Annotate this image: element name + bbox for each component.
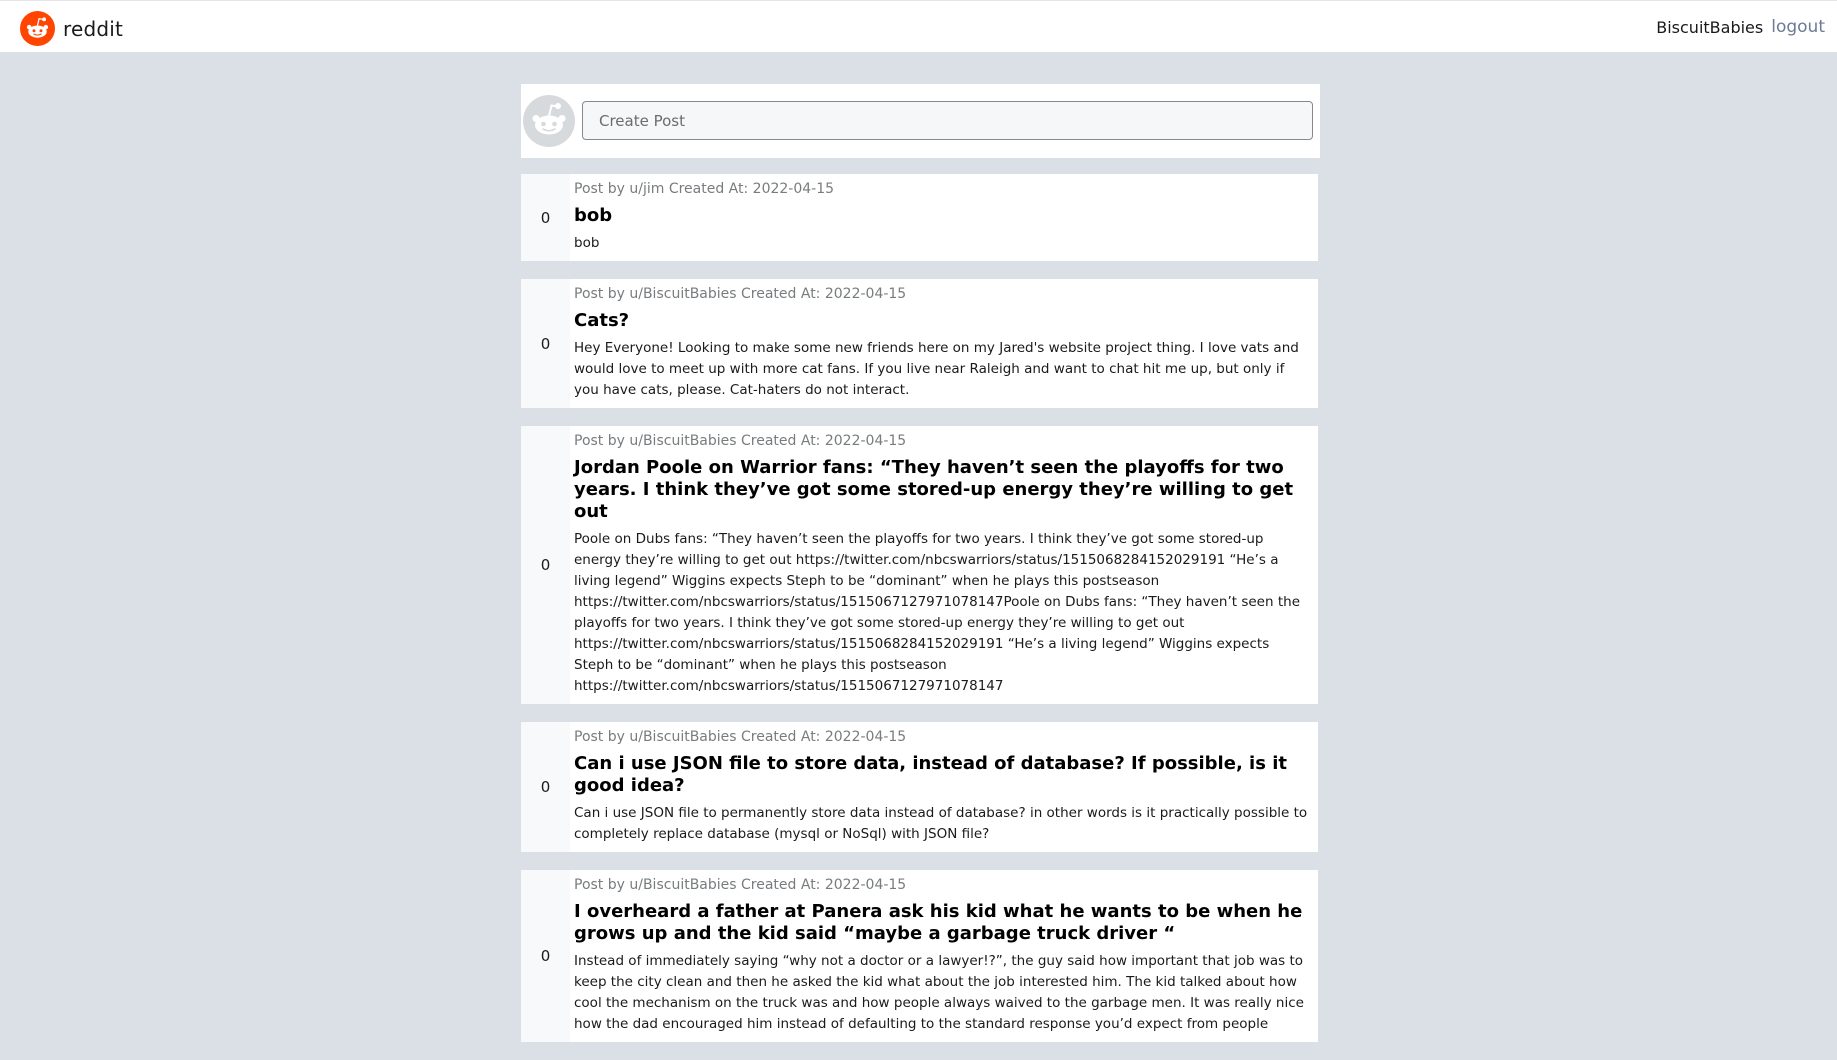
post-title[interactable]: Can i use JSON file to store data, instead of database? If possible, is it good idea?	[574, 753, 1287, 796]
post-card[interactable]	[521, 174, 1318, 261]
post-card[interactable]	[521, 426, 1318, 704]
post-text: Hey Everyone! Looking to make some new friends here on my Jared's website project thing. I love vats and would love to meet up with more cat fans. If you live near Raleigh and want to chat hit me up, but only if you have cats, please. Cat-haters do not interact.	[574, 340, 1299, 398]
post-feed	[521, 84, 1320, 1060]
post-card[interactable]	[521, 279, 1318, 408]
post-meta: Post by u/BiscuitBabies Created At: 2022-04-15	[574, 286, 907, 302]
reddit-logo[interactable]	[20, 11, 123, 46]
post-text: Instead of immediately saying “why not a doctor or a lawyer!?”, the guy said how important that job was to keep the city clean and then he asked the kid what about the job interested him. The kid talked about how cool the mechanism on the truck was and how people always waived to the garbage men. It was really nice how the dad encouraged him instead of defaulting to the standard response you’d expect from people	[574, 953, 1304, 1032]
vote-count: 0	[521, 722, 570, 852]
username-label[interactable]: BiscuitBabies	[1656, 17, 1764, 37]
user-area	[1656, 17, 1825, 37]
post-content	[570, 174, 1318, 261]
post-meta: Post by u/jim Created At: 2022-04-15	[574, 181, 835, 197]
post-title[interactable]: Jordan Poole on Warrior fans: “They haven’t seen the playoffs for two years. I think they’ve got some stored-up energy they’re willing to get out	[574, 457, 1294, 522]
create-post-bar	[521, 84, 1320, 158]
post-meta: Post by u/BiscuitBabies Created At: 2022-04-15	[574, 433, 907, 449]
reddit-alien-icon	[20, 11, 55, 46]
brand-name: reddit	[63, 16, 124, 41]
post-title[interactable]: bob	[574, 205, 613, 226]
post-text: bob	[574, 235, 600, 251]
user-avatar-icon	[523, 95, 575, 147]
post-content	[570, 870, 1318, 1042]
post-text: Can i use JSON file to permanently store data instead of database? in other words is it practically possible to completely replace database (mysql or NoSql) with JSON file?	[574, 805, 1308, 842]
vote-count: 0	[521, 870, 570, 1042]
vote-count: 0	[521, 426, 570, 704]
post-title[interactable]: Cats?	[574, 310, 630, 331]
post-title[interactable]: I overheard a father at Panera ask his kid what he wants to be when he grows up and the kid said “maybe a garbage truck driver “	[574, 901, 1303, 944]
post-content	[570, 426, 1318, 704]
post-text: Poole on Dubs fans: “They haven’t seen the playoffs for two years. I think they’ve got some stored-up energy they’re willing to get out https://twitter.com/nbcswarriors/status/1515068284152029191 “He’s a living legend” Wiggins expects Steph to be “dominant” when he plays this postseason https://twitter.com/nbcswarriors/status/1515067127971078147Poole on Dubs fans: “They haven’t seen the playoffs for two years. I think they’ve got some stored-up energy they’re willing to get out https://twitter.com/nbcswarriors/status/1515068284152029191 “He’s a living legend” Wiggins expects Steph to be “dominant” when he plays this postseason https://twitter.com/nbcswarriors/status/1515067127971078147	[574, 531, 1300, 694]
create-post-input[interactable]	[582, 101, 1313, 140]
post-meta: Post by u/BiscuitBabies Created At: 2022-04-15	[574, 877, 907, 893]
vote-count: 0	[521, 279, 570, 408]
post-meta: Post by u/BiscuitBabies Created At: 2022-04-15	[574, 729, 907, 745]
vote-count: 0	[521, 174, 570, 261]
top-navbar	[0, 0, 1837, 52]
post-card[interactable]	[521, 722, 1318, 852]
logout-link[interactable]: logout	[1771, 17, 1825, 37]
post-content	[570, 279, 1318, 408]
post-content	[570, 722, 1318, 852]
post-card[interactable]	[521, 870, 1318, 1042]
